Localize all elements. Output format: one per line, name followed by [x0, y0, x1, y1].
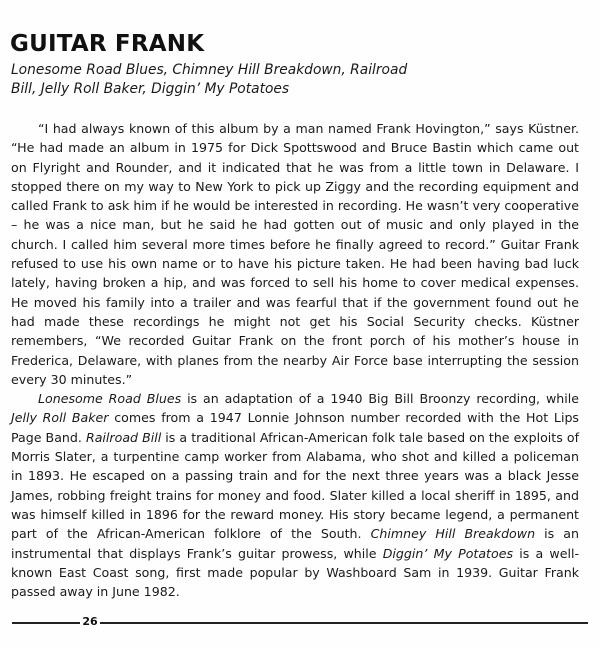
- footer-rule-right: [100, 622, 588, 624]
- paragraph-text: comes from a 1947 Lonnie Johnson number recorded with the Hot Lips Page Band.: [11, 410, 579, 445]
- page-footer: [0, 614, 600, 630]
- song-title-jelly-roll-baker: Jelly Roll Baker: [11, 410, 109, 426]
- song-title-railroad-bill: Railroad Bill: [85, 429, 162, 445]
- page-title: GUITAR FRANK: [10, 31, 205, 57]
- paragraph-text: is a traditional African-American folk tale based on the exploits of Morris Slater, a turpentine camp worker from Alabama, who shot and killed a policeman in 1893. He escaped on a passing train and for the next three years was a black Jesse James, robbing freight trains for money and food. Slater killed a local sheriff in 1895, and was himself killed in 1896 for the reward money. His story became legend, a permanent part of the African-American folklore of the South.: [11, 429, 580, 542]
- paragraph-interview: “I had always known of this album by a man named Frank Hovington,” says Küstner. “He had made an album in 1975 for Dick Spottswood and Bruce Bastin which came out on Flyright and Rounder, and it indicated that he was from a little town in Delaware. I stopped there on my way to New York to pick up Ziggy and the recording equipment and called Frank to ask him if he would be interested in recording. He wasn’t very cooperative – he was a nice man, but he said he had gotten out of music and only played in the church. I called him several more times before he finally agreed to record.” Guitar Frank refused to use his own name or to have his picture taken. He had been having bad luck lately, having broken a hip, and was forced to sell his home to cover medical expenses. He moved his family into a trailer and was fearful that if the government found out he had made these recordings he might not get his Social Security checks. Küstner remembers, “We recorded Guitar Frank on the front porch of his mother’s house in Frederica, Delaware, with planes from the nearby Air Force base interrupting the session every 30 minutes.”: [11, 121, 579, 387]
- article-body: [11, 119, 579, 601]
- song-title-lonesome-road-blues: Lonesome Road Blues: [38, 391, 182, 407]
- paragraph-songs: [11, 389, 579, 601]
- paragraph-text: is a well-known East Coast song, first made popular by Washboard Sam in 1939. Guitar Frank passed away in June 1982.: [11, 545, 579, 600]
- paragraph-text: is an instrumental that displays Frank’s guitar prowess, while: [11, 526, 579, 561]
- paragraph-text: is an adaptation of a 1940 Big Bill Broonzy recording, while: [181, 391, 580, 407]
- page-number: 26: [82, 615, 98, 628]
- song-title-diggin-my-potatoes: Diggin’ My Potatoes: [382, 545, 514, 561]
- song-list-subtitle: Lonesome Road Blues, Chimney Hill Breakdown, Railroad Bill, Jelly Roll Baker, Diggin’ My Potatoes: [11, 62, 408, 97]
- footer-rule-left: [12, 622, 80, 624]
- song-title-chimney-hill-breakdown: Chimney Hill Breakdown: [370, 526, 536, 542]
